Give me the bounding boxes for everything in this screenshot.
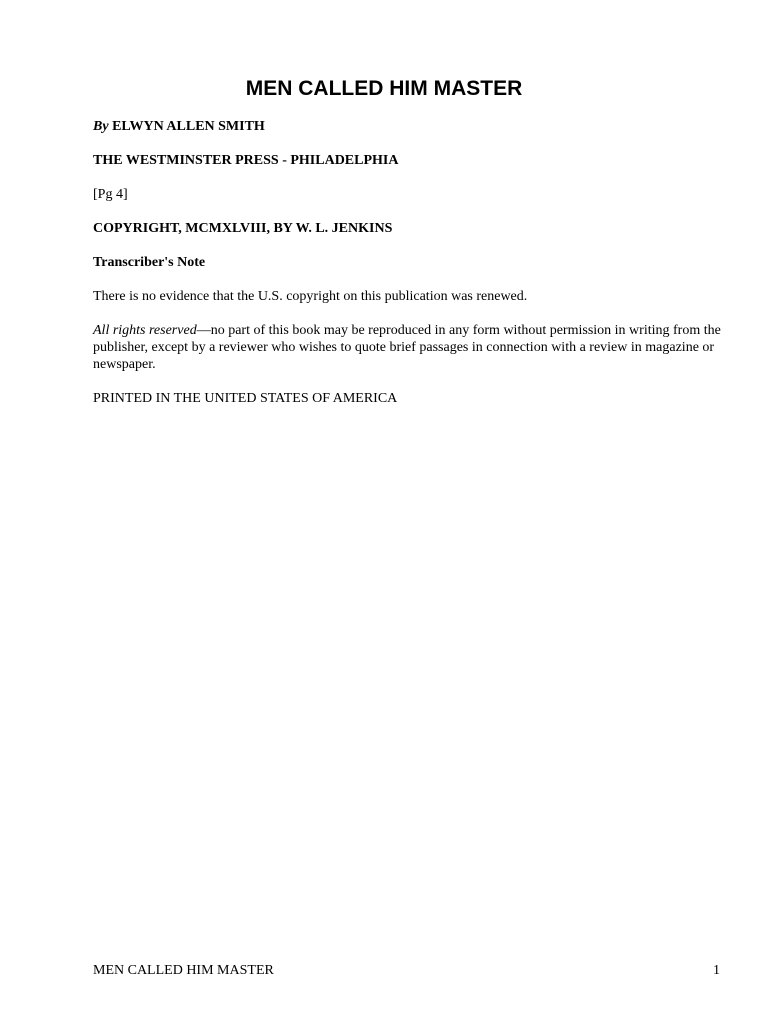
rights-text: —no part of this book may be reproduced in any form without permission in writing from the publisher, except by a reviewer who wishes to quote brief passages in connection with a review in magazine or newspaper. [93, 323, 721, 372]
transcriber-note-heading: Transcriber's Note [93, 255, 206, 270]
author-name: ELWYN ALLEN SMITH [112, 119, 265, 134]
printed-line: PRINTED IN THE UNITED STATES OF AMERICA [93, 391, 398, 406]
document-body [93, 118, 723, 424]
rights-paragraph [93, 322, 723, 373]
footer-page-number: 1 [713, 963, 720, 978]
rights-reserved-label: All rights reserved [93, 323, 197, 338]
footer-title: MEN CALLED HIM MASTER [93, 963, 274, 978]
byline-prefix: By [93, 119, 109, 134]
page-marker: [Pg 4] [93, 187, 128, 202]
byline [93, 118, 723, 135]
publisher-line: THE WESTMINSTER PRESS - PHILADELPHIA [93, 153, 399, 168]
transcriber-note-text: There is no evidence that the U.S. copyright on this publication was renewed. [93, 289, 528, 304]
page-title: MEN CALLED HIM MASTER [245, 77, 523, 100]
copyright-line: COPYRIGHT, MCMXLVIII, BY W. L. JENKINS [93, 221, 393, 236]
